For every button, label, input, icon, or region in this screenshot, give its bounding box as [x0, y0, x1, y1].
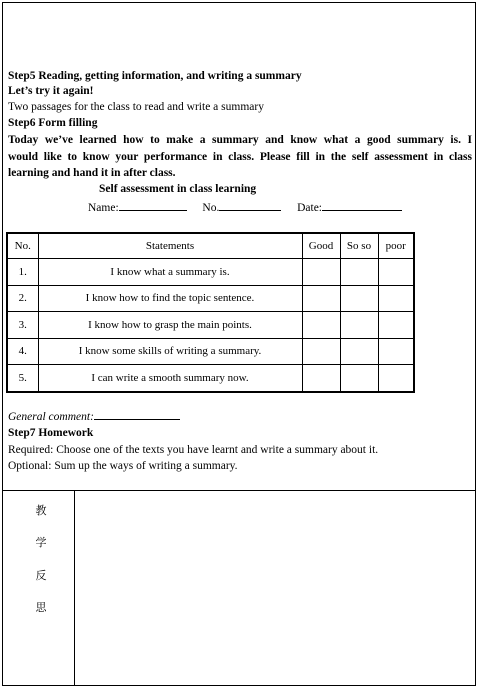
rating-so-so-cell[interactable]	[340, 259, 378, 286]
rating-poor-cell[interactable]	[378, 285, 414, 312]
step6-heading: Step6 Form filling	[8, 117, 98, 129]
step5-heading: Step5 Reading, getting information, and writing a summary	[8, 70, 302, 82]
table-row	[7, 338, 414, 365]
table-row	[7, 259, 414, 286]
row-number: 5.	[7, 365, 38, 392]
step6-instruction-line-2: would like to know your performance in class. Please fill in the self assessment in class	[8, 151, 472, 163]
rating-poor-cell[interactable]	[378, 365, 414, 392]
rating-so-so-cell[interactable]	[340, 312, 378, 339]
row-number: 4.	[7, 338, 38, 365]
row-statement: I know how to grasp the main points.	[38, 312, 302, 339]
step7-heading: Step7 Homework	[8, 427, 94, 439]
step5-description: Two passages for the class to read and write a summary	[8, 101, 264, 113]
reflection-char-2: 学	[35, 536, 47, 549]
rating-poor-cell[interactable]	[378, 312, 414, 339]
table-header-row	[7, 233, 414, 259]
general-comment-label: General comment:	[8, 411, 94, 423]
general-comment-blank[interactable]	[94, 409, 180, 420]
header-good: Good	[302, 233, 340, 259]
header-poor: poor	[378, 233, 414, 259]
reflection-label-column	[3, 490, 75, 685]
header-statements: Statements	[38, 233, 302, 259]
table-row	[7, 365, 414, 392]
row-statement: I know how to find the topic sentence.	[38, 285, 302, 312]
lesson-steps-cell	[3, 3, 475, 491]
reflection-char-1: 教	[35, 504, 47, 517]
row-number: 1.	[7, 259, 38, 286]
rating-poor-cell[interactable]	[378, 259, 414, 286]
row-number: 2.	[7, 285, 38, 312]
rating-good-cell[interactable]	[302, 259, 340, 286]
rating-so-so-cell[interactable]	[340, 338, 378, 365]
row-statement: I know some skills of writing a summary.	[38, 338, 302, 365]
lesson-plan-frame	[2, 2, 476, 686]
row-statement: I can write a smooth summary now.	[38, 365, 302, 392]
assessment-title: Self assessment in class learning	[99, 183, 257, 195]
self-assessment-table	[6, 232, 415, 393]
rating-so-so-cell[interactable]	[340, 365, 378, 392]
date-blank[interactable]	[322, 200, 402, 211]
step6-instruction-line-1: Today we’ve learned how to make a summary and know what a good summary is. I	[8, 134, 472, 146]
homework-optional: Optional: Sum up the ways of writing a summary.	[8, 460, 238, 472]
name-blank[interactable]	[119, 200, 187, 211]
step6-instruction-line-3: learning and hand it in after class.	[8, 167, 176, 179]
reflection-char-3: 反	[35, 569, 47, 582]
no-blank[interactable]	[219, 200, 281, 211]
row-number: 3.	[7, 312, 38, 339]
rating-so-so-cell[interactable]	[340, 285, 378, 312]
rating-poor-cell[interactable]	[378, 338, 414, 365]
header-so-so: So so	[340, 233, 378, 259]
rating-good-cell[interactable]	[302, 312, 340, 339]
row-statement: I know what a summary is.	[38, 259, 302, 286]
header-no: No.	[7, 233, 38, 259]
reflection-char-4: 思	[35, 601, 47, 614]
general-comment-row	[8, 409, 180, 424]
no-label: No.	[202, 202, 220, 214]
assessment-fields-row	[88, 200, 402, 215]
rating-good-cell[interactable]	[302, 285, 340, 312]
table-row	[7, 312, 414, 339]
step5-subheading: Let’s try it again!	[8, 85, 94, 97]
name-label: Name:	[88, 202, 119, 214]
rating-good-cell[interactable]	[302, 365, 340, 392]
teaching-reflection-cell	[3, 490, 475, 685]
table-row	[7, 285, 414, 312]
rating-good-cell[interactable]	[302, 338, 340, 365]
homework-required: Required: Choose one of the texts you have learnt and write a summary about it.	[8, 444, 379, 456]
date-label: Date:	[297, 202, 322, 214]
reflection-writing-area[interactable]	[75, 490, 475, 685]
